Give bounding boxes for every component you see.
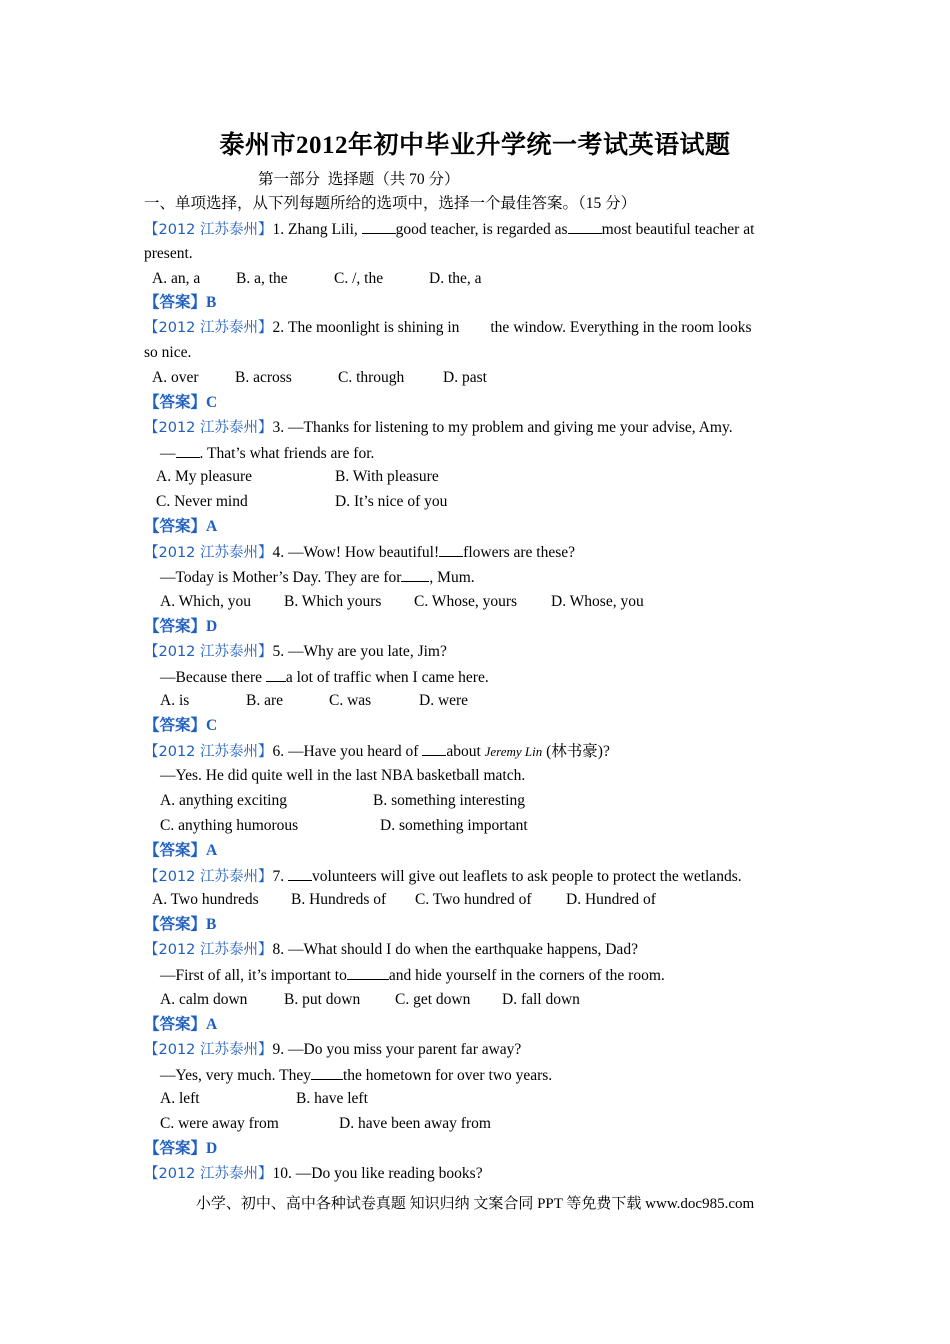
question-3-reply: — . That’s what friends are for. [160, 445, 375, 462]
part-heading: 第一部分 选择题（共 70 分） [258, 171, 460, 188]
option: C. Whose, yours [414, 593, 518, 610]
option: D. something important [380, 817, 528, 834]
option: D. Hundred of [566, 891, 656, 908]
option: B. With pleasure [335, 468, 439, 485]
option: B. put down [284, 991, 361, 1008]
option: B. are [246, 692, 284, 709]
question-8-reply: —First of all, it’s important to and hide yourself in the corners of the room. [160, 967, 665, 984]
option: C. was [329, 692, 372, 709]
question-4-reply: —Today is Mother’s Day. They are for , Mum. [160, 569, 475, 586]
option: D. It’s nice of you [335, 493, 448, 510]
question-9-reply: —Yes, very much. They the hometown for over two years. [160, 1067, 553, 1084]
question-2-cont: so nice. [144, 344, 192, 361]
blank [439, 542, 463, 557]
option: A. anything exciting [160, 792, 287, 809]
answer-3: 【答案】A [144, 518, 218, 535]
question-7: 【2012 江苏泰州】7. volunteers will give out leaflets to ask people to protect the wetlands. [144, 868, 742, 885]
question-10: 【2012 江苏泰州】10. —Do you like reading books? [144, 1165, 483, 1182]
option: D. Whose, you [551, 593, 644, 610]
option: A. an, a [152, 270, 201, 287]
option: C. through [338, 369, 405, 386]
option: A. over [152, 369, 199, 386]
option: A. calm down [160, 991, 248, 1008]
option: B. something interesting [373, 792, 525, 809]
option: C. anything humorous [160, 817, 299, 834]
answer-1: 【答案】B [144, 294, 217, 311]
blank [568, 219, 602, 234]
blank [311, 1065, 343, 1080]
option: A. is [160, 692, 190, 709]
blank [422, 741, 446, 756]
option: D. the, a [429, 270, 482, 287]
option: D. were [419, 692, 469, 709]
blank [266, 667, 286, 682]
answer-7: 【答案】B [144, 916, 217, 933]
blank [347, 965, 389, 980]
blank [288, 866, 312, 881]
option: A. Two hundreds [152, 891, 259, 908]
option: C. were away from [160, 1115, 279, 1132]
option: B. Which yours [284, 593, 382, 610]
question-8: 【2012 江苏泰州】8. —What should I do when the earthquake happens, Dad? [144, 941, 638, 958]
option: D. fall down [502, 991, 580, 1008]
blank [362, 219, 396, 234]
blank [401, 567, 429, 582]
question-1: 【2012 江苏泰州】1. Zhang Lili, good teacher, is regarded as most beautiful teacher at [144, 221, 755, 238]
option: A. Which, you [160, 593, 251, 610]
question-9: 【2012 江苏泰州】9. —Do you miss your parent far away? [144, 1041, 522, 1058]
question-4: 【2012 江苏泰州】4. —Wow! How beautiful! flowers are these? [144, 544, 576, 561]
option: B. a, the [236, 270, 288, 287]
option: D. past [443, 369, 487, 386]
answer-2: 【答案】C [144, 394, 218, 411]
answer-9: 【答案】D [144, 1140, 218, 1157]
answer-5: 【答案】C [144, 717, 218, 734]
option: C. Never mind [156, 493, 248, 510]
option: A. My pleasure [156, 468, 252, 485]
question-5: 【2012 江苏泰州】5. —Why are you late, Jim? [144, 643, 447, 660]
option: C. Two hundred of [415, 891, 532, 908]
answer-8: 【答案】A [144, 1016, 218, 1033]
blank [176, 443, 200, 458]
option: A. left [160, 1090, 200, 1107]
question-1-cont: present. [144, 245, 193, 262]
answer-4: 【答案】D [144, 618, 218, 635]
option: B. have left [296, 1090, 368, 1107]
question-6-reply: —Yes. He did quite well in the last NBA basketball match. [160, 767, 526, 784]
answer-6: 【答案】A [144, 842, 218, 859]
source-tag: 【2012 江苏泰州】 [144, 222, 273, 238]
option: B. across [235, 369, 292, 386]
option: D. have been away from [339, 1115, 491, 1132]
option: B. Hundreds of [291, 891, 387, 908]
option: C. get down [395, 991, 471, 1008]
question-3: 【2012 江苏泰州】3. —Thanks for listening to my problem and giving me your advise, Amy. [144, 419, 733, 436]
question-6: 【2012 江苏泰州】6. —Have you heard of about Jeremy Lin (林书豪)? [144, 743, 610, 760]
option: C. /, the [334, 270, 384, 287]
question-5-reply: —Because there a lot of traffic when I came here. [160, 669, 489, 686]
question-2: 【2012 江苏泰州】2. The moonlight is shining in the window. Everything in the room looks [144, 319, 752, 336]
page-footer: 小学、初中、高中各种试卷真题 知识归纳 文案合同 PPT 等免费下载 www.doc985.com [195, 1196, 755, 1212]
section-heading: 一、单项选择，从下列每题所给的选项中，选择一个最佳答案。（15 分） [144, 195, 637, 212]
page-title: 泰州市2012年初中毕业升学统一考试英语试题 [219, 132, 731, 159]
